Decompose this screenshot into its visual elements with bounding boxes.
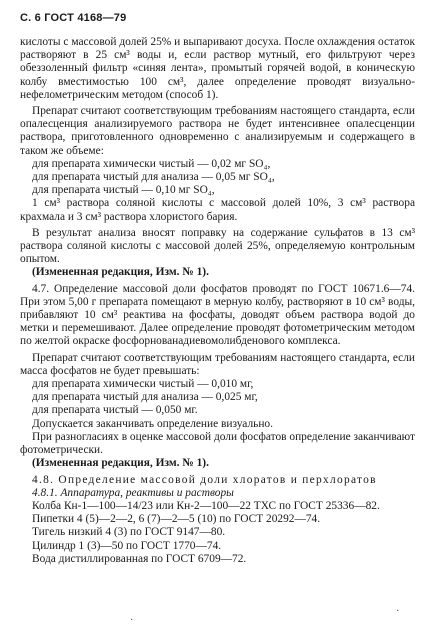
list-item: для препарата чистый — 0,050 мг. xyxy=(32,404,198,417)
list-item: для препарата чистый для анализа — 0,025 мг, xyxy=(32,391,258,404)
page-header: С. 6 ГОСТ 4168—79 xyxy=(20,12,127,24)
subsection-4-8-1-heading: 4.8.1. Аппаратура, реактивы и растворы xyxy=(32,486,234,499)
amendment-note: (Измененная редакция, Изм. № 1). xyxy=(32,457,209,470)
document-body xyxy=(20,36,415,566)
list-item: для препарата чистый для анализа — 0,05 мг SO₄, xyxy=(32,171,275,184)
paragraph: Препарат считают соответствующим требованиям настоящего стандарта, если опалесценция анализируемого раствора не будет интенсивнее опалесценции раствора, приготовленного одновременно с анализируемым и содержащего в таком же объеме: xyxy=(20,105,415,157)
equipment-item: Вода дистиллированная по ГОСТ 6709—72. xyxy=(32,552,247,565)
section-4-7: 4.7. Определение массовой доли фосфатов проводят по ГОСТ 10671.6—74. При этом 5,00 г препарата помещают в мерную колбу, растворяют в 10 см³ воды, прибавляют 10 см³ реактива на фосфаты, доводят объем раствора водой до метки и перемешивают. Далее определение проводят фотометрическим методом по желтой окраске фосфорнованадиевомолибденового комплекса. xyxy=(20,282,415,348)
equipment-item: Колба Кн-1—100—14/23 или Кн-2—100—22 ТХС по ГОСТ 25336—82. xyxy=(32,499,380,512)
scan-speck: · xyxy=(130,615,134,626)
scan-speck: · xyxy=(396,606,400,617)
amendment-note: (Измененная редакция, Изм. № 1). xyxy=(32,266,209,279)
paragraph: При разногласиях в оценке массовой доли фосфатов определение заканчивают фотометрически. xyxy=(20,430,415,457)
list-item: для препарата химически чистый — 0,010 мг, xyxy=(32,378,254,391)
paragraph: Препарат считают соответствующим требованиям настоящего стандарта, если масса фосфатов не будет превышать: xyxy=(20,351,415,377)
equipment-item: Цилиндр 1 (3)—50 по ГОСТ 1770—74. xyxy=(32,539,222,552)
paragraph: В результат анализа вносят поправку на содержание сульфатов в 13 см³ раствора соляной кислоты с массовой долей 25%, определяемую контрольным опытом. xyxy=(20,226,415,266)
equipment-item: Пипетки 4 (5)—2—2, 6 (7)—2—5 (10) по ГОСТ 20292—74. xyxy=(32,513,321,526)
equipment-item: Тигель низкий 4 (3) по ГОСТ 9147—80. xyxy=(32,526,226,539)
paragraph: 1 см³ раствора соляной кислоты с массовой долей 10%, 3 см³ раствора крахмала и 3 см³ раствора хлористого бария. xyxy=(20,197,415,223)
list-item: для препарата чистый — 0,10 мг SO₄, xyxy=(32,184,215,197)
section-4-8-heading: 4.8. Определение массовой доли хлоратов и перхлоратов xyxy=(32,473,377,486)
paragraph: кислоты с массовой долей 25% и выпаривают досуха. После охлаждения остаток растворяют в 25 см³ воды и, если раствор мутный, его фильтруют через обеззоленный фильтр «синяя лента», промытый горячей водой, в коническую колбу вместимостью 100 см³, далее определение проводят визуально-нефелометрическим методом (способ 1). xyxy=(20,36,415,101)
list-item: для препарата химически чистый — 0,02 мг SO₄, xyxy=(32,157,271,170)
paragraph: Допускается заканчивать определение визуально. xyxy=(32,417,273,430)
